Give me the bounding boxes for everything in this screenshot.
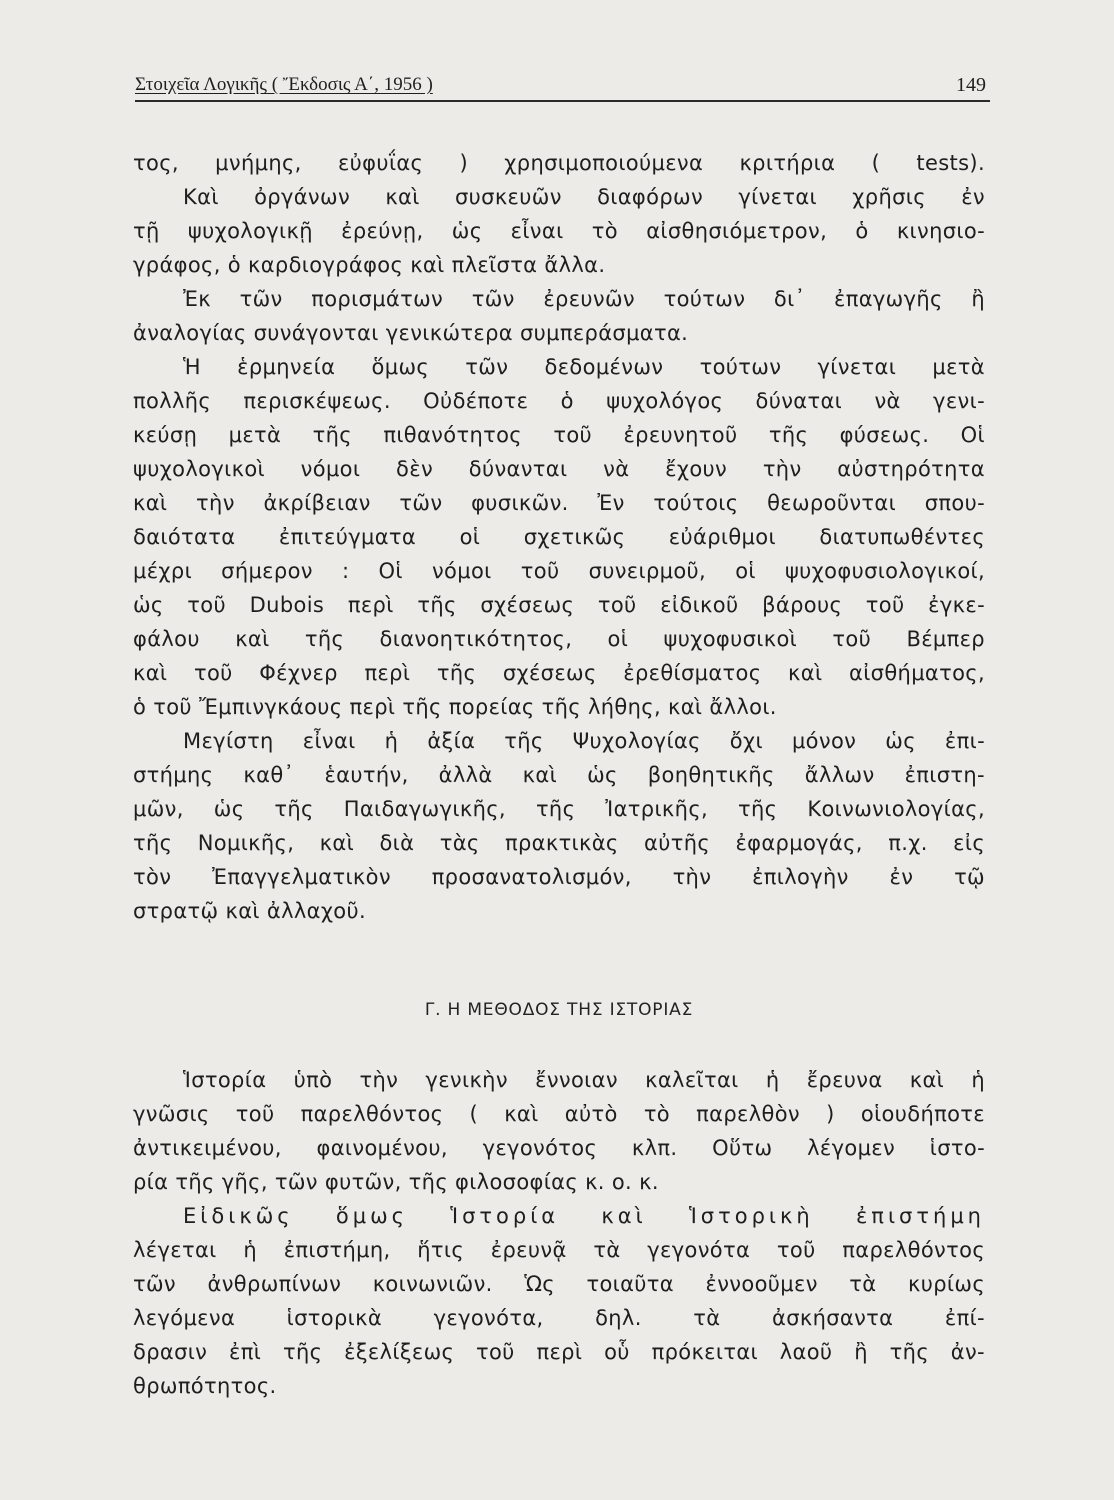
text-line: μέχρι σήμερον : Οἱ νόμοι τοῦ συνειρμοῦ, οἱ ψυχοφυσιολογικοί, xyxy=(133,559,985,583)
text-line: καὶ τὴν ἀκρίβειαν τῶν φυσικῶν. Ἐν τούτοις θεωροῦνται σπου- xyxy=(133,491,985,515)
text-line: λεγόμενα ἱστορικὰ γεγονότα, δηλ. τὰ ἀσκήσαντα ἐπί- xyxy=(133,1306,985,1330)
main-text-block xyxy=(133,146,985,928)
text-line: τῇ ψυχολογικῇ ἐρεύνῃ, ὡς εἶναι τὸ αἰσθησιόμετρον, ὁ κινησιο- xyxy=(133,219,985,243)
text-line: ρία τῆς γῆς, τῶν φυτῶν, τῆς φιλοσοφίας κ. ο. κ. xyxy=(133,1170,659,1194)
page-number: 149 xyxy=(956,74,986,96)
text-line: ὁ τοῦ Ἔμπινγκάους περὶ τῆς πορείας τῆς λήθης, καὶ ἄλλοι. xyxy=(133,695,777,719)
running-header xyxy=(135,70,990,102)
text-line: ὡς τοῦ Dubois περὶ τῆς σχέσεως τοῦ εἰδικοῦ βάρους τοῦ ἐγκε- xyxy=(133,593,985,617)
text-line: καὶ τοῦ Φέχνερ περὶ τῆς σχέσεως ἐρεθίσματος καὶ αἰσθήματος, xyxy=(133,661,985,685)
text-line: τὸν Ἐπαγγελματικὸν προσανατολισμόν, τὴν ἐπιλογὴν ἐν τῷ xyxy=(133,865,985,889)
text-line: δρασιν ἐπὶ τῆς ἐξελίξεως τοῦ περὶ οὗ πρόκειται λαοῦ ἢ τῆς ἀν- xyxy=(133,1340,985,1364)
text-line: θρωπότητος. xyxy=(133,1374,277,1398)
text-line: τῆς Νομικῆς, καὶ διὰ τὰς πρακτικὰς αὐτῆς ἐφαρμογάς, π.χ. εἰς xyxy=(133,831,985,855)
text-line: ψυχολογικοὶ νόμοι δὲν δύνανται νὰ ἔχουν τὴν αὐστηρότητα xyxy=(133,457,985,481)
header-title: Στοιχεῖα Λογικῆς ( Ἔκδοσις Α΄, 1956 ) xyxy=(135,74,433,95)
text-line: φάλου καὶ τῆς διανοητικότητος, οἱ ψυχοφυσικοὶ τοῦ Βέμπερ xyxy=(133,627,985,651)
text-line: δαιότατα ἐπιτεύγματα οἱ σχετικῶς εὐάριθμοι διατυπωθέντες xyxy=(133,525,985,549)
text-line: πολλῆς περισκέψεως. Οὐδέποτε ὁ ψυχολόγος δύναται νὰ γενι- xyxy=(133,389,985,413)
section-heading: Γ. Η ΜΕΘΟΔΟΣ ΤΗΣ ΙΣΤΟΡΙΑΣ xyxy=(424,1000,694,1020)
text-line: Μεγίστη εἶναι ἡ ἀξία τῆς Ψυχολογίας ὄχι μόνον ὡς ἐπι- xyxy=(183,729,985,753)
text-line: στήμης καθ᾽ ἑαυτήν, ἀλλὰ καὶ ὡς βοηθητικῆς ἄλλων ἐπιστη- xyxy=(133,763,985,787)
text-line: στρατῷ καὶ ἀλλαχοῦ. xyxy=(133,899,367,923)
text-line: Ἡ ἑρμηνεία ὅμως τῶν δεδομένων τούτων γίνεται μετὰ xyxy=(183,355,985,379)
text-line: Εἰδικῶς ὅμως Ἱστορία καὶ Ἱστορικὴ ἐπιστήμη xyxy=(183,1204,985,1228)
text-line: Καὶ ὀργάνων καὶ συσκευῶν διαφόρων γίνεται χρῆσις ἐν xyxy=(183,185,985,209)
text-line: Ἐκ τῶν πορισμάτων τῶν ἐρευνῶν τούτων δι᾽ ἐπαγωγῆς ἢ xyxy=(183,287,985,311)
text-line: ἀναλογίας συνάγονται γενικώτερα συμπεράσματα. xyxy=(133,321,689,345)
text-line: κεύσῃ μετὰ τῆς πιθανότητος τοῦ ἐρευνητοῦ τῆς φύσεως. Οἱ xyxy=(133,423,985,447)
text-line: ἀντικειμένου, φαινομένου, γεγονότος κλπ. Οὕτω λέγομεν ἱστο- xyxy=(133,1136,985,1160)
text-line: λέγεται ἡ ἐπιστήμη, ἥτις ἐρευνᾷ τὰ γεγονότα τοῦ παρελθόντος xyxy=(133,1238,985,1262)
text-line: μῶν, ὡς τῆς Παιδαγωγικῆς, τῆς Ἰατρικῆς, τῆς Κοινωνιολογίας, xyxy=(133,797,985,821)
history-text-block xyxy=(133,1063,985,1403)
text-line: γνῶσις τοῦ παρελθόντος ( καὶ αὐτὸ τὸ παρελθὸν ) οἱουδήποτε xyxy=(133,1102,985,1126)
text-line: Ἱστορία ὑπὸ τὴν γενικὴν ἔννοιαν καλεῖται ἡ ἔρευνα καὶ ἡ xyxy=(183,1068,985,1092)
text-line: τος, μνήμης, εὐφυΐας ) χρησιμοποιούμενα κριτήρια ( tests). xyxy=(133,151,985,175)
text-line: γράφος, ὁ καρδιογράφος καὶ πλεῖστα ἄλλα. xyxy=(133,253,606,277)
text-line: τῶν ἀνθρωπίνων κοινωνιῶν. Ὡς τοιαῦτα ἐννοοῦμεν τὰ κυρίως xyxy=(133,1272,985,1296)
